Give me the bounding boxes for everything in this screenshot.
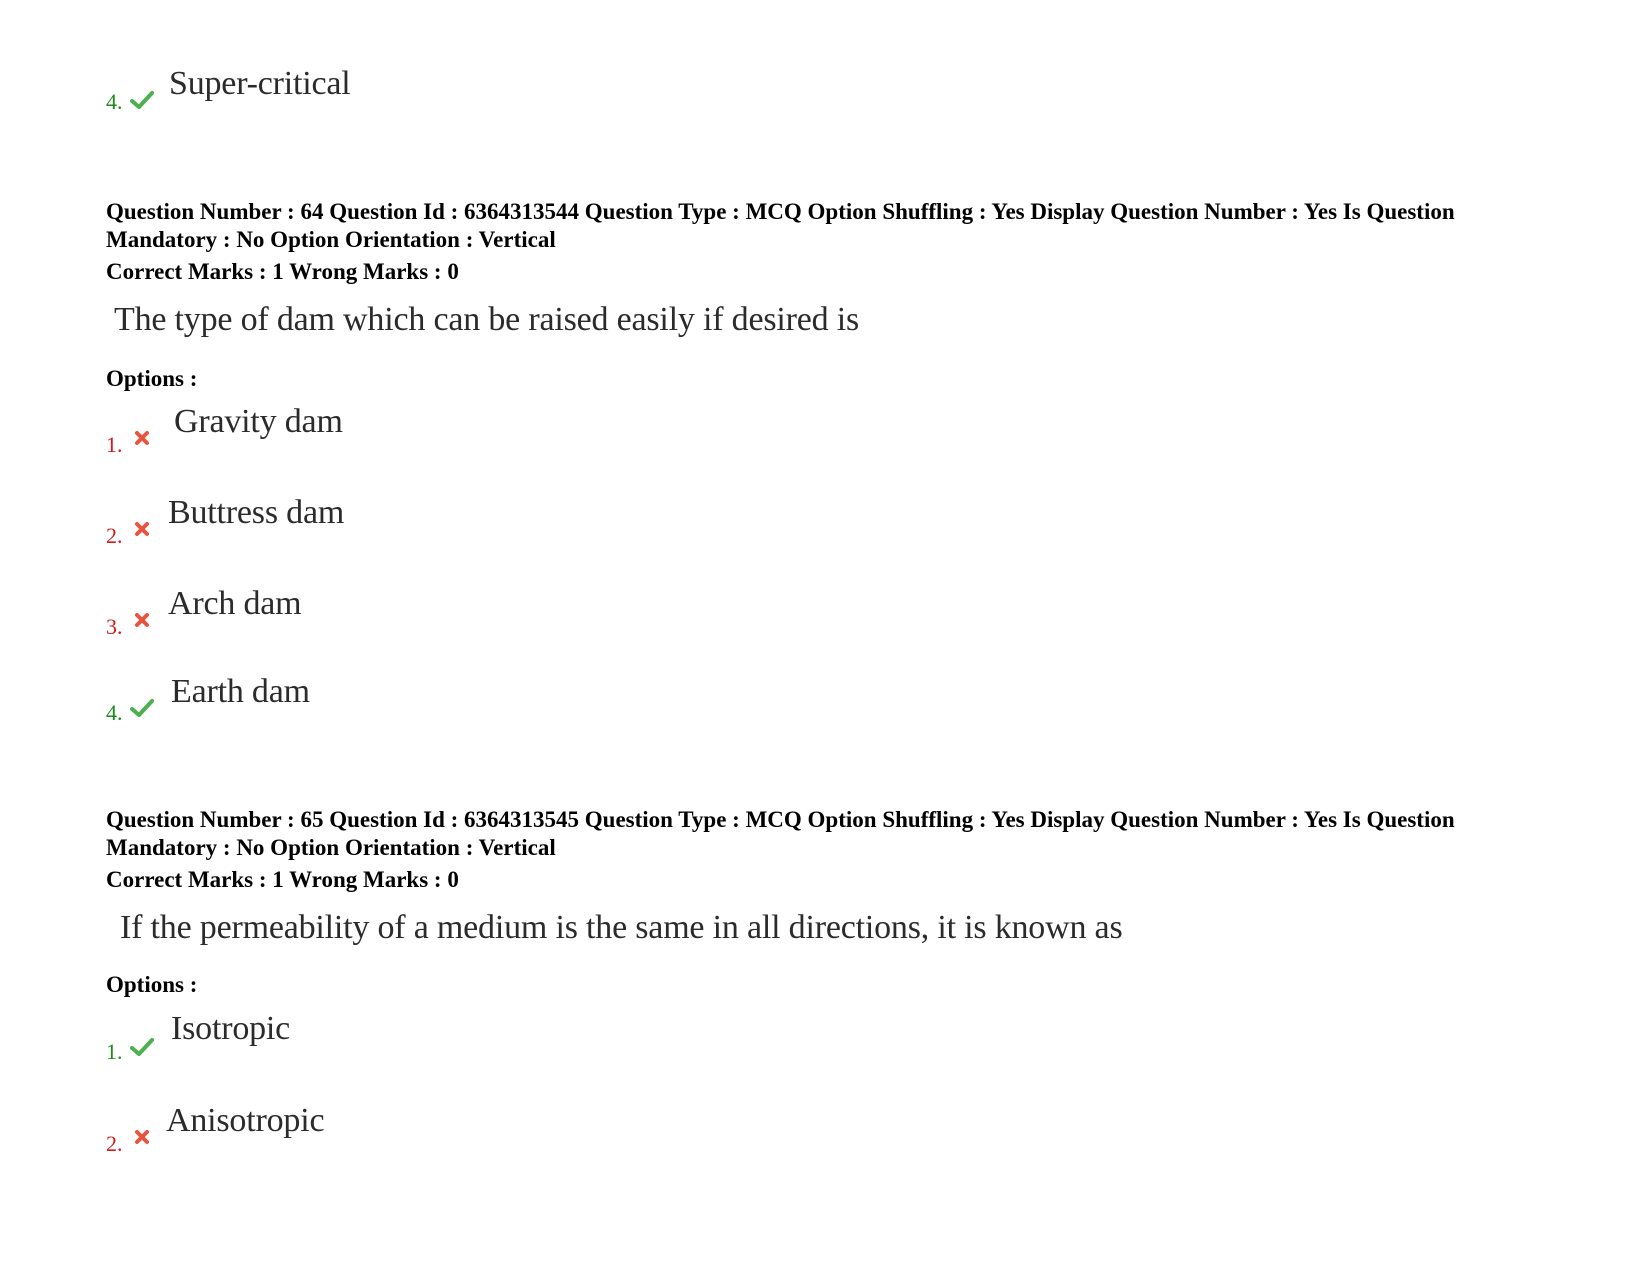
cross-icon [134,612,150,628]
option-number: 2. [106,523,123,548]
cross-icon [134,430,150,446]
question-meta: Question Number : 65 Question Id : 6364313545 Question Type : MCQ Option Shuffling : Yes Display Question Number : Yes Is Question Mandatory : No Option Orientation : Vertical [106,807,1455,860]
option-number: 3. [106,614,123,639]
option-number: 4. [106,700,123,725]
option-number: 1. [106,1039,123,1064]
option-text: Gravity dam [174,403,343,440]
question-marks: Correct Marks : 1 Wrong Marks : 0 [106,867,459,892]
cross-icon [134,1129,150,1145]
option-text: Earth dam [171,673,310,710]
option-text: Super-critical [169,65,351,102]
check-icon [130,90,154,110]
question-marks: Correct Marks : 1 Wrong Marks : 0 [106,259,459,284]
option-text: Buttress dam [168,494,345,531]
option-text: Arch dam [168,585,302,622]
question-text: If the permeability of a medium is the same in all directions, it is known as [120,909,1123,946]
check-icon [130,698,154,718]
check-icon [130,1037,154,1057]
options-label: Options : [106,972,198,997]
question-text: The type of dam which can be raised easily if desired is [114,301,860,338]
option-number: 1. [106,432,123,457]
option-text: Isotropic [171,1010,291,1047]
option-text: Anisotropic [166,1102,325,1139]
option-number: 4. [106,89,123,114]
question-meta: Question Number : 64 Question Id : 6364313544 Question Type : MCQ Option Shuffling : Yes Display Question Number : Yes Is Question Mandatory : No Option Orientation : Vertical [106,199,1455,252]
option-number: 2. [106,1131,123,1156]
options-label: Options : [106,366,198,391]
cross-icon [134,521,150,537]
